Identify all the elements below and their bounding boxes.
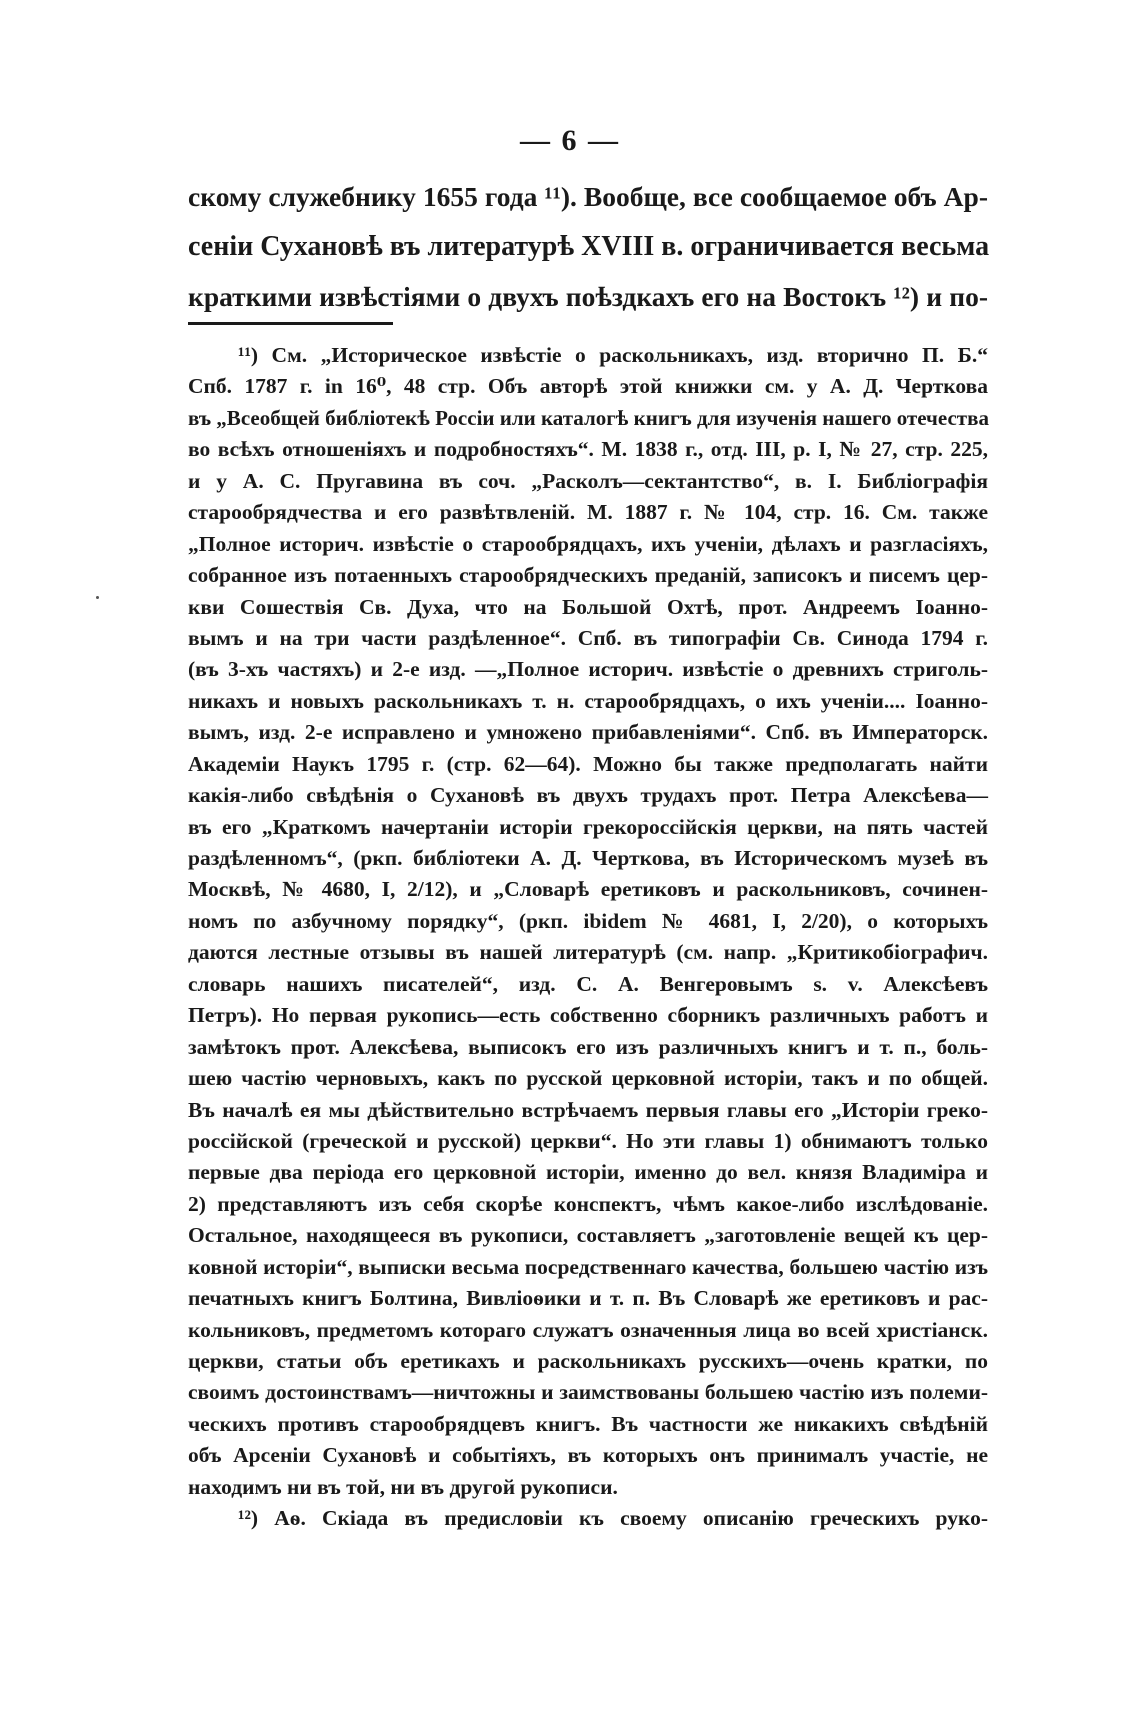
footnote-line: и у А. С. Пругавина въ соч. „Расколъ—сектантство“, в. I. Библіографія: [188, 468, 988, 493]
footnote-line: въ „Всеобщей библіотекѣ Россіи или каталогѣ книгъ для изученія нашего отечества: [188, 405, 989, 430]
footnotes: [188, 340, 988, 1535]
footnote-line: кви Сошествія Св. Духа, что на Большой Охтѣ, прот. Андреемъ Іоанно-: [188, 594, 988, 619]
footnote-line: церкви, статьи объ еретикахъ и раскольникахъ русскихъ—очень кратки, по: [188, 1349, 988, 1373]
main-text: [188, 172, 988, 322]
footnote-line: во всѣхъ отношеніяхъ и подробностяхъ“. М. 1838 г., отд. III, р. I, № 27, стр. 225,: [188, 437, 988, 462]
main-text-line: скому служебнику 1655 года ¹¹). Вообще, все сообщаемое объ Ар-: [188, 181, 988, 212]
footnote-line: (въ 3-хъ частяхъ) и 2-е изд. —„Полное историч. извѣстіе о древнихъ стриголь-: [188, 657, 988, 682]
footnote-line: ¹²) Аѳ. Скіада въ предисловіи къ своему описанію греческихъ руко-: [238, 1506, 988, 1531]
footnote-line: „Полное историч. извѣстіе о старообрядцахъ, ихъ ученіи, дѣлахъ и разгласіяхъ,: [188, 531, 988, 556]
footnote-line: вымъ, изд. 2-е исправлено и умножено прибавленіями“. Спб. въ Императорск.: [188, 720, 988, 745]
footnote-line: раздѣленномъ“, (ркп. библіотеки А. Д. Черткова, въ Историческомъ музеѣ въ: [188, 846, 988, 870]
footnote-line: старообрядчества и его развѣтвленій. М. 1887 г. № 104, стр. 16. См. также: [188, 500, 988, 525]
main-text-line: краткими извѣстіями о двухъ поѣздкахъ его на Востокъ ¹²) и по-: [188, 281, 988, 312]
footnote-line: въ его „Краткомъ начертаніи исторіи грекороссійскія церкви, на пять частей: [188, 814, 988, 839]
footnote-line: словарь нашихъ писателей“, изд. С. А. Венгеровымъ s. v. Алексѣевъ: [188, 971, 988, 996]
footnote-line: Спб. 1787 г. in 16⁰, 48 стр. Объ авторѣ этой книжки см. у А. Д. Черткова: [188, 374, 988, 399]
footnote-line: россійской (греческой и русской) церкви“. Но эти главы 1) обнимаютъ только: [188, 1128, 988, 1153]
footnote-line: объ Арсеніи Сухановѣ и событіяхъ, въ которыхъ онъ принималъ участіе, не: [188, 1443, 988, 1468]
footnote-line: печатныхъ книгъ Болтина, Вивліоѳики и т. п. Въ Словарѣ же еретиковъ и рас-: [188, 1286, 988, 1311]
footnote-line: ¹¹) См. „Историческое извѣстіе о раскольникахъ, изд. вторично П. Б.“: [238, 343, 988, 367]
footnote-line: шею частію черновыхъ, какъ по русской церковной исторіи, такъ и по общей.: [188, 1066, 988, 1091]
footnote-divider: [188, 322, 393, 325]
footnote-line: ческихъ противъ старообрядцевъ книгъ. Въ частности же никакихъ свѣдѣній: [188, 1411, 988, 1436]
footnote-line: вымъ и на три части раздѣленное“. Спб. въ типографіи Св. Синода 1794 г.: [188, 625, 988, 650]
footnote-line: кольниковъ, предметомъ котораго служатъ означенныя лица во всей христіанск.: [188, 1317, 988, 1342]
footnote-line: Въ началѣ ея мы дѣйствительно встрѣчаемъ первыя главы его „Исторіи греко-: [188, 1097, 988, 1122]
footnote-line: своимъ достоинствамъ—ничтожны и заимствованы большею частію изъ полеми-: [188, 1380, 988, 1405]
footnote-line: собранное изъ потаенныхъ старообрядческихъ преданій, записокъ и писемъ цер-: [188, 563, 988, 588]
footnote-line: находимъ ни въ той, ни въ другой рукописи.: [188, 1474, 618, 1499]
footnote-line: 2) представляютъ изъ себя скорѣе конспектъ, чѣмъ какое-либо изслѣдованіе.: [188, 1191, 988, 1216]
footnote-line: номъ по азбучному порядку“, (ркп. ibidem № 4681, I, 2/20), о которыхъ: [188, 908, 988, 933]
page-number: — 6 —: [520, 124, 620, 157]
main-text-line: сеніи Сухановѣ въ литературѣ XVIII в. ограничивается весьма: [188, 231, 990, 262]
footnote-line: какія-либо свѣдѣнія о Сухановѣ въ двухъ трудахъ прот. Петра Алексѣева—: [188, 783, 988, 808]
footnote-line: Петръ). Но первая рукопись—есть собственно сборникъ различныхъ работъ и: [188, 1003, 988, 1028]
footnote-line: даются лестные отзывы въ нашей литературѣ (см. напр. „Критикобіографич.: [188, 940, 988, 965]
footnote-line: Москвѣ, № 4680, I, 2/12), и „Словарѣ еретиковъ и раскольниковъ, сочинен-: [188, 877, 988, 902]
footnote-line: Остальное, находящееся въ рукописи, составляетъ „заготовленіе вещей къ цер-: [188, 1223, 988, 1248]
footnote-line: Академіи Наукъ 1795 г. (стр. 62—64). Можно бы также предполагать найти: [188, 751, 988, 776]
footnote-line: замѣтокъ прот. Алексѣева, выписокъ его изъ различныхъ книгъ и т. п., боль-: [188, 1034, 988, 1059]
footnote-line: никахъ и новыхъ раскольникахъ т. н. старообрядцахъ, о ихъ ученіи.... Іоанно-: [188, 688, 988, 713]
scan-speck: [96, 596, 99, 599]
footnote-line: ковной исторіи“, выписки весьма посредственнаго качества, большею частію изъ: [188, 1254, 988, 1279]
footnote-line: первые два періода его церковной исторіи, именно до вел. князя Владиміра и: [188, 1160, 988, 1185]
